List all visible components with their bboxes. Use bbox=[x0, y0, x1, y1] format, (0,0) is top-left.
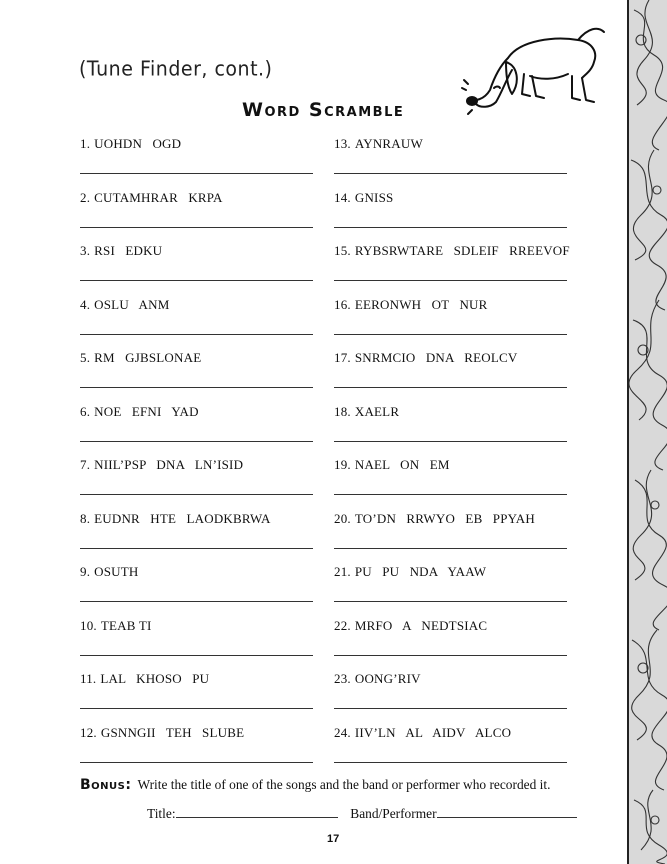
scramble-item-16 bbox=[334, 297, 488, 313]
answer-line-23[interactable] bbox=[334, 708, 567, 709]
worksheet-title: Word Scramble bbox=[242, 99, 405, 121]
item-scramble: NOE EFNI YAD bbox=[94, 404, 199, 419]
item-scramble: NIIL’PSP DNA LN’ISID bbox=[94, 457, 244, 472]
scramble-item-7 bbox=[80, 457, 243, 473]
answer-line-13[interactable] bbox=[334, 173, 567, 174]
answer-line-9[interactable] bbox=[80, 601, 313, 602]
item-scramble: GNISS bbox=[354, 190, 394, 205]
item-number: 7. bbox=[80, 457, 91, 472]
answer-line-3[interactable] bbox=[80, 280, 313, 281]
item-scramble: GSNNGII TEH SLUBE bbox=[100, 725, 245, 740]
item-number: 12. bbox=[80, 725, 97, 740]
answer-line-11[interactable] bbox=[80, 708, 313, 709]
page-subtitle: (Tune Finder, cont.) bbox=[79, 57, 273, 81]
item-number: 20. bbox=[334, 511, 351, 526]
title-label: Title: bbox=[147, 806, 176, 821]
item-scramble: RM GJBSLONAE bbox=[94, 350, 202, 365]
item-number: 1. bbox=[80, 136, 91, 151]
item-number: 19. bbox=[334, 457, 351, 472]
scramble-item-6 bbox=[80, 404, 199, 420]
item-scramble: OONG’RIV bbox=[354, 671, 421, 686]
answer-line-17[interactable] bbox=[334, 387, 567, 388]
item-scramble: TO’DN RRWYO EB PPYAH bbox=[354, 511, 535, 526]
scramble-item-19 bbox=[334, 457, 450, 473]
band-answer-line[interactable] bbox=[437, 805, 577, 818]
scramble-item-22 bbox=[334, 618, 487, 634]
item-scramble: LAL KHOSO PU bbox=[100, 671, 210, 686]
item-number: 13. bbox=[334, 136, 351, 151]
scramble-item-17 bbox=[334, 350, 517, 366]
answer-line-19[interactable] bbox=[334, 494, 567, 495]
item-scramble: RSI EDKU bbox=[94, 243, 163, 258]
item-number: 24. bbox=[334, 725, 351, 740]
answer-line-16[interactable] bbox=[334, 334, 567, 335]
item-number: 17. bbox=[334, 350, 351, 365]
page-number: 17 bbox=[327, 833, 340, 845]
title-answer-line[interactable] bbox=[176, 805, 338, 818]
item-number: 10. bbox=[80, 618, 97, 633]
item-scramble: CUTAMHRAR KRPA bbox=[94, 190, 223, 205]
scramble-item-12 bbox=[80, 725, 244, 741]
item-number: 18. bbox=[334, 404, 351, 419]
item-number: 23. bbox=[334, 671, 351, 686]
item-scramble: EUDNR HTE LAODKBRWA bbox=[94, 511, 271, 526]
answer-line-15[interactable] bbox=[334, 280, 567, 281]
item-scramble: AYNRAUW bbox=[354, 136, 423, 151]
answer-line-20[interactable] bbox=[334, 548, 567, 549]
scramble-item-11 bbox=[80, 671, 209, 687]
item-scramble: TEAB TI bbox=[100, 618, 152, 633]
item-number: 3. bbox=[80, 243, 91, 258]
bonus-label: Bonus: bbox=[80, 777, 132, 793]
scramble-item-5 bbox=[80, 350, 201, 366]
answer-line-24[interactable] bbox=[334, 762, 567, 763]
scramble-item-15 bbox=[334, 243, 570, 259]
band-label: Band/Performer bbox=[350, 806, 437, 821]
answer-line-2[interactable] bbox=[80, 227, 313, 228]
item-number: 5. bbox=[80, 350, 91, 365]
scramble-item-24 bbox=[334, 725, 511, 741]
item-scramble: UOHDN OGD bbox=[94, 136, 182, 151]
scramble-item-10 bbox=[80, 618, 152, 634]
bonus-text: Write the title of one of the songs and the band or performer who recorded it. bbox=[137, 777, 551, 792]
item-number: 4. bbox=[80, 297, 91, 312]
item-number: 11. bbox=[80, 671, 97, 686]
item-scramble: OSLU ANM bbox=[94, 297, 170, 312]
item-scramble: PU PU NDA YAAW bbox=[354, 564, 487, 579]
answer-line-21[interactable] bbox=[334, 601, 567, 602]
answer-line-4[interactable] bbox=[80, 334, 313, 335]
item-scramble: EERONWH OT NUR bbox=[354, 297, 488, 312]
item-number: 9. bbox=[80, 564, 91, 579]
item-scramble: NAEL ON EM bbox=[354, 457, 450, 472]
squiggle-pattern bbox=[629, 0, 667, 864]
answer-line-12[interactable] bbox=[80, 762, 313, 763]
answer-line-1[interactable] bbox=[80, 173, 313, 174]
item-scramble: MRFO A NEDTSIAC bbox=[354, 618, 488, 633]
item-scramble: RYBSRWTARE SDLEIF RREEVOF bbox=[354, 243, 570, 258]
item-number: 16. bbox=[334, 297, 351, 312]
scramble-item-8 bbox=[80, 511, 271, 527]
scramble-item-13 bbox=[334, 136, 423, 152]
scramble-item-14 bbox=[334, 190, 393, 206]
scramble-item-1 bbox=[80, 136, 181, 152]
answer-line-22[interactable] bbox=[334, 655, 567, 656]
answer-line-8[interactable] bbox=[80, 548, 313, 549]
item-number: 8. bbox=[80, 511, 91, 526]
item-number: 22. bbox=[334, 618, 351, 633]
scramble-item-4 bbox=[80, 297, 169, 313]
item-number: 15. bbox=[334, 243, 351, 258]
answer-line-10[interactable] bbox=[80, 655, 313, 656]
scramble-item-9 bbox=[80, 564, 139, 580]
scramble-item-21 bbox=[334, 564, 486, 580]
scramble-item-20 bbox=[334, 511, 535, 527]
scramble-item-2 bbox=[80, 190, 223, 206]
item-number: 21. bbox=[334, 564, 351, 579]
scramble-item-3 bbox=[80, 243, 162, 259]
answer-line-5[interactable] bbox=[80, 387, 313, 388]
bonus-answer-row bbox=[147, 805, 577, 822]
item-number: 6. bbox=[80, 404, 91, 419]
item-scramble: OSUTH bbox=[94, 564, 139, 579]
scramble-item-23 bbox=[334, 671, 421, 687]
answer-line-6[interactable] bbox=[80, 441, 313, 442]
item-scramble: IIV’LN AL AIDV ALCO bbox=[354, 725, 512, 740]
item-scramble: XAELR bbox=[354, 404, 400, 419]
answer-line-14[interactable] bbox=[334, 227, 567, 228]
scramble-item-18 bbox=[334, 404, 399, 420]
item-scramble: SNRMCIO DNA REOLCV bbox=[354, 350, 518, 365]
item-number: 2. bbox=[80, 190, 91, 205]
item-number: 14. bbox=[334, 190, 351, 205]
bonus-instruction bbox=[80, 777, 550, 793]
dog-illustration bbox=[460, 18, 610, 118]
decorative-squiggle-border bbox=[627, 0, 667, 864]
answer-line-7[interactable] bbox=[80, 494, 313, 495]
answer-line-18[interactable] bbox=[334, 441, 567, 442]
